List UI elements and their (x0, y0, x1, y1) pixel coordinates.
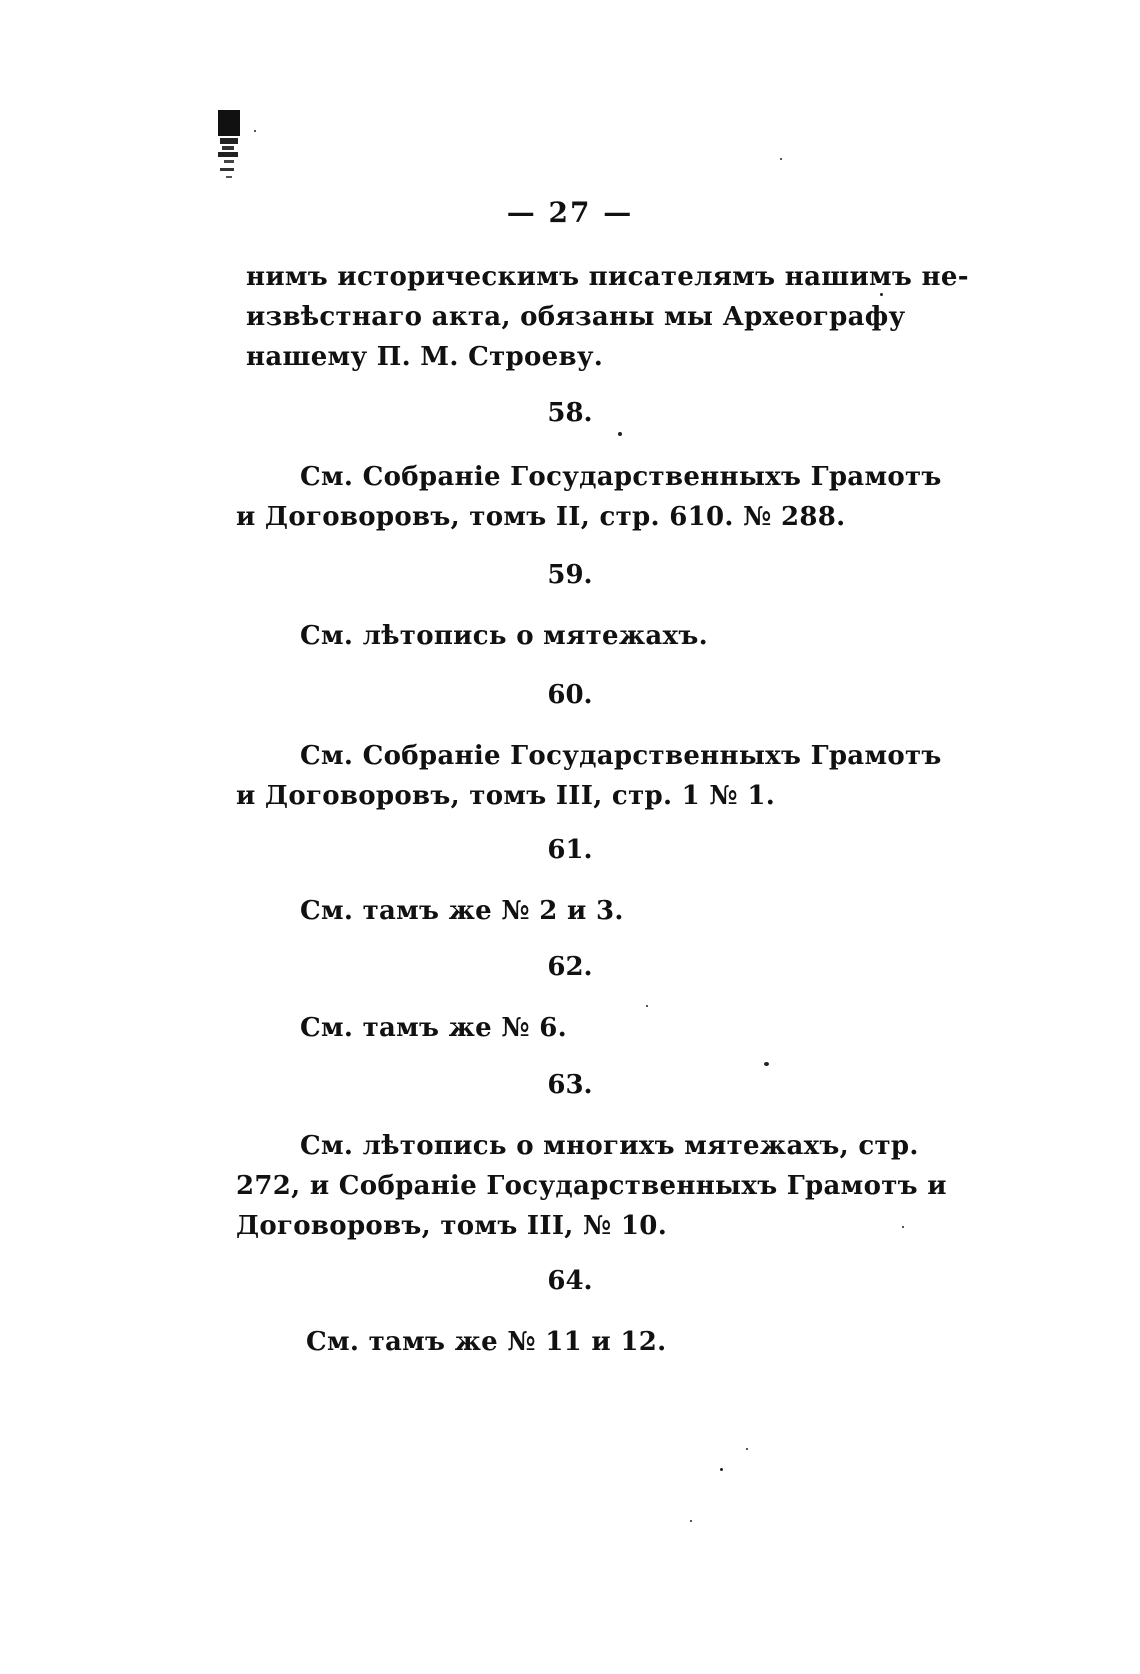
note-number-61: 61. (547, 835, 593, 865)
note-63-line-2: 272, и Собраніе Государственныхъ Грамотъ и (236, 1171, 947, 1201)
note-59-line-1: См. лѣтопись о мятежахъ. (300, 621, 708, 651)
scan-speck (720, 1468, 723, 1471)
note-number-60: 60. (547, 680, 593, 710)
continuation-line-3: нашему П. М. Строеву. (246, 342, 604, 372)
page-number: — 27 — (506, 196, 634, 229)
binding-mark-icon (218, 110, 242, 188)
scan-speck (746, 1448, 748, 1450)
note-number-63: 63. (547, 1070, 593, 1100)
scan-speck (646, 1005, 648, 1007)
continuation-line-2: извѣстнаго акта, обязаны мы Археографу (246, 302, 906, 332)
note-62-line-1: См. тамъ же № 6. (300, 1013, 568, 1043)
note-61-line-1: См. тамъ же № 2 и 3. (300, 896, 624, 926)
note-58-line-2: и Договоровъ, томъ II, стр. 610. № 288. (236, 502, 846, 532)
note-58-line-1: См. Собраніе Государственныхъ Грамотъ (300, 462, 942, 492)
note-60-line-2: и Договоровъ, томъ III, стр. 1 № 1. (236, 781, 776, 811)
scan-speck (902, 1226, 904, 1228)
scan-speck (254, 130, 256, 132)
continuation-line-1: нимъ историческимъ писателямъ нашимъ не- (246, 262, 969, 292)
note-number-58: 58. (547, 398, 593, 428)
note-64-line-1: См. тамъ же № 11 и 12. (306, 1327, 667, 1357)
note-number-59: 59. (547, 560, 593, 590)
note-number-62: 62. (547, 952, 593, 982)
note-number-64: 64. (547, 1266, 593, 1296)
note-63-line-1: См. лѣтопись о многихъ мятежахъ, стр. (300, 1131, 919, 1161)
scan-speck (880, 293, 883, 296)
scan-speck (764, 1062, 769, 1066)
scan-speck (780, 158, 782, 160)
scan-speck (618, 432, 622, 436)
note-63-line-3: Договоровъ, томъ III, № 10. (236, 1211, 668, 1241)
scan-speck (690, 1520, 692, 1522)
note-60-line-1: См. Собраніе Государственныхъ Грамотъ (300, 741, 942, 771)
